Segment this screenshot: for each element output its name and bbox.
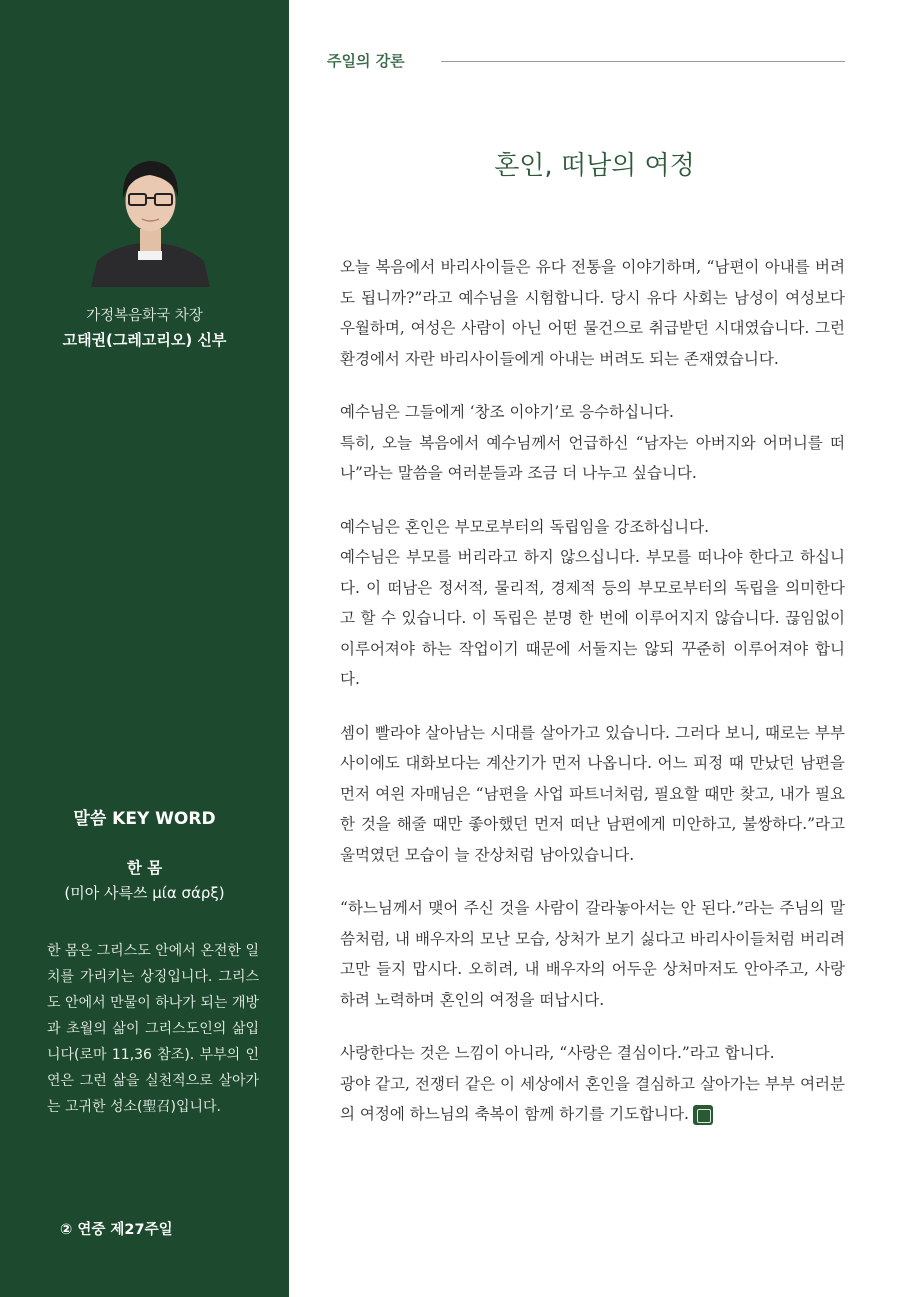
keyword-title: 말씀 KEY WORD	[73, 809, 216, 829]
author-portrait	[87, 139, 214, 287]
keyword: 한 몸	[126, 859, 163, 877]
keyword-description: 한 몸은 그리스도 안에서 온전한 일치를 가리키는 상징입니다. 그리스도 안에서 만물이 하나가 되는 개방과 초월의 삶이 그리스도인의 삶입니다(로마 11,36 참조). 부부의 인연은 그런 삶을 실천적으로 살아가는 고귀한 성소(聖召)입니다.	[47, 943, 259, 1115]
article-title: 혼인, 떠남의 여정	[494, 151, 695, 181]
keyword-transliteration: (미아 사륵쓰 μία σάρξ)	[64, 884, 225, 902]
author-role: 가정복음화국 차장	[86, 308, 203, 324]
seal-stamp-icon	[693, 1105, 713, 1125]
paragraph-3: 예수님은 혼인은 부모로부터의 독립임을 강조하십니다. 예수님은 부모를 버리라고 하지 않으십니다. 부모를 떠나야 한다고 하십니다. 이 떠남은 정서적, 물리적, 경제적 등의 부모로부터의 독립을 의미한다고 할 수 있습니다. 이 독립은 분명 한 번에 이루어지지 않습니다. 끊임없이 이루어져야 하는 작업이기 때문에 서둘지는 않되 꾸준히 이루어져야 합니다.	[340, 517, 845, 688]
paragraph-5: “하느님께서 맺어 주신 것을 사람이 갈라놓아서는 안 된다.”라는 주님의 말씀처럼, 내 배우자의 모난 모습, 상처가 보기 싫다고 바리사이들처럼 버리려고만 들지 맙시다. 오히려, 내 배우자의 어두운 상처마저도 안아주고, 사랑하려 노력하며 혼인의 여정을 떠납시다.	[340, 899, 845, 1009]
article-body	[340, 252, 845, 1153]
section-divider	[441, 61, 845, 62]
issue-label: ② 연중 제27주일	[60, 1222, 173, 1238]
section-label: 주일의 강론	[327, 52, 405, 70]
sidebar	[0, 0, 289, 1297]
paragraph-4: 셈이 빨라야 살아남는 시대를 살아가고 있습니다. 그러다 보니, 때로는 부부 사이에도 대화보다는 계산기가 먼저 나옵니다. 어느 피정 때 만났던 남편을 먼저 여읜 자매님은 “남편을 사업 파트너처럼, 필요할 때만 찾고, 내가 필요한 것을 해줄 때만 좋아했던 먼저 떠난 남편에게 미안하고, 불쌍하다.”라고 울먹였던 모습이 늘 잔상처럼 남아있습니다.	[340, 723, 845, 864]
paragraph-1: 오늘 복음에서 바리사이들은 유다 전통을 이야기하며, “남편이 아내를 버려도 됩니까?”라고 예수님을 시험합니다. 당시 유다 사회는 남성이 여성보다 우월하며, 여성은 사람이 아닌 어떤 물건으로 취급받던 시대였습니다. 그런 환경에서 자란 바리사이들에게 아내는 버려도 되는 존재였습니다.	[340, 258, 845, 368]
paragraph-2: 예수님은 그들에게 ‘창조 이야기’로 응수하십니다. 특히, 오늘 복음에서 예수님께서 언급하신 “남자는 아버지와 어머니를 떠나”라는 말씀을 여러분들과 조금 더 나누고 싶습니다.	[340, 403, 845, 482]
author-name: 고태권(그레고리오) 신부	[62, 331, 227, 349]
paragraph-6	[340, 1038, 845, 1130]
paragraph-6-text: 사랑한다는 것은 느낌이 아니라, “사랑은 결심이다.”라고 합니다. 광야 같고, 전쟁터 같은 이 세상에서 혼인을 결심하고 살아가는 부부 여러분의 여정에 하느님의 축복이 함께 하기를 기도합니다.	[340, 1044, 845, 1123]
